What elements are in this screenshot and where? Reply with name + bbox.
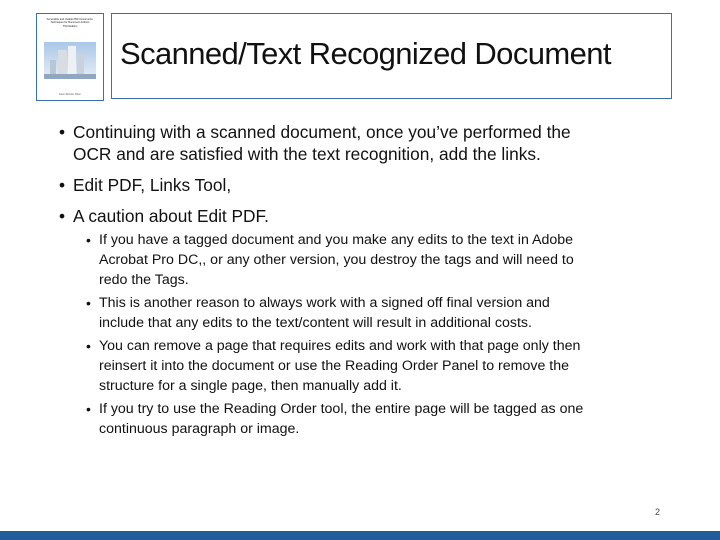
bullet-dot: • [59, 175, 66, 195]
book-cover-title [41, 18, 99, 28]
bullet-line: You can remove a page that requires edits and work with that page only then [99, 338, 581, 354]
book-cover-author: Karen McCall, M.Ed. [59, 93, 81, 96]
sub-bullet-item [86, 293, 674, 333]
book-cover-title-line: Techniques for Document Authors [50, 21, 90, 25]
bullet-line: A caution about Edit PDF. [73, 206, 269, 226]
sub-bullet-item [86, 230, 674, 290]
bullet-line: Continuing with a scanned document, once you’ve performed the [73, 122, 571, 142]
page-number: 2 [655, 507, 661, 517]
bullet-line: include that any edits to the text/content will result in additional costs. [99, 315, 532, 331]
book-cover-thumbnail [36, 13, 104, 101]
bullet-dot: • [86, 338, 91, 354]
book-cover-title-line: Third Edition [62, 24, 78, 28]
bottom-bar [0, 531, 720, 540]
bullet-line: reinsert it into the document or use the Reading Order Panel to remove the [99, 358, 570, 374]
bullet-line: If you have a tagged document and you make any edits to the text in Adobe [99, 232, 574, 248]
bullet-line: structure for a single page, then manually add it. [99, 378, 402, 394]
sub-bullet-item [86, 399, 674, 439]
bullet-line: redo the Tags. [99, 272, 189, 288]
bullet-line: This is another reason to always work with a signed off final version and [99, 295, 550, 311]
bullet-dot: • [86, 295, 91, 311]
bullet-dot: • [59, 122, 66, 142]
bullet-line: If you try to use the Reading Order tool, the entire page will be tagged as one [99, 401, 584, 417]
book-cover-title-line: Accessible and Usable PDF Documents: [46, 18, 94, 21]
bullet-line: Edit PDF, Links Tool, [73, 175, 232, 195]
sub-bullet-item [86, 336, 674, 396]
book-cover-photo [44, 42, 96, 79]
bullet-dot: • [59, 206, 66, 226]
bullet-line: continuous paragraph or image. [99, 421, 300, 437]
bullet-dot: • [86, 232, 91, 248]
title-box [111, 13, 672, 99]
bullet-dot: • [86, 401, 91, 417]
bullet-item [59, 121, 673, 165]
bullet-line: Acrobat Pro DC,, or any other version, you destroy the tags and will need to [99, 252, 574, 268]
bullet-item [59, 174, 673, 196]
bullet-line: OCR and are satisfied with the text recognition, add the links. [73, 144, 541, 164]
slide-title: Scanned/Text Recognized Document [120, 36, 611, 71]
bullet-item [59, 205, 673, 227]
